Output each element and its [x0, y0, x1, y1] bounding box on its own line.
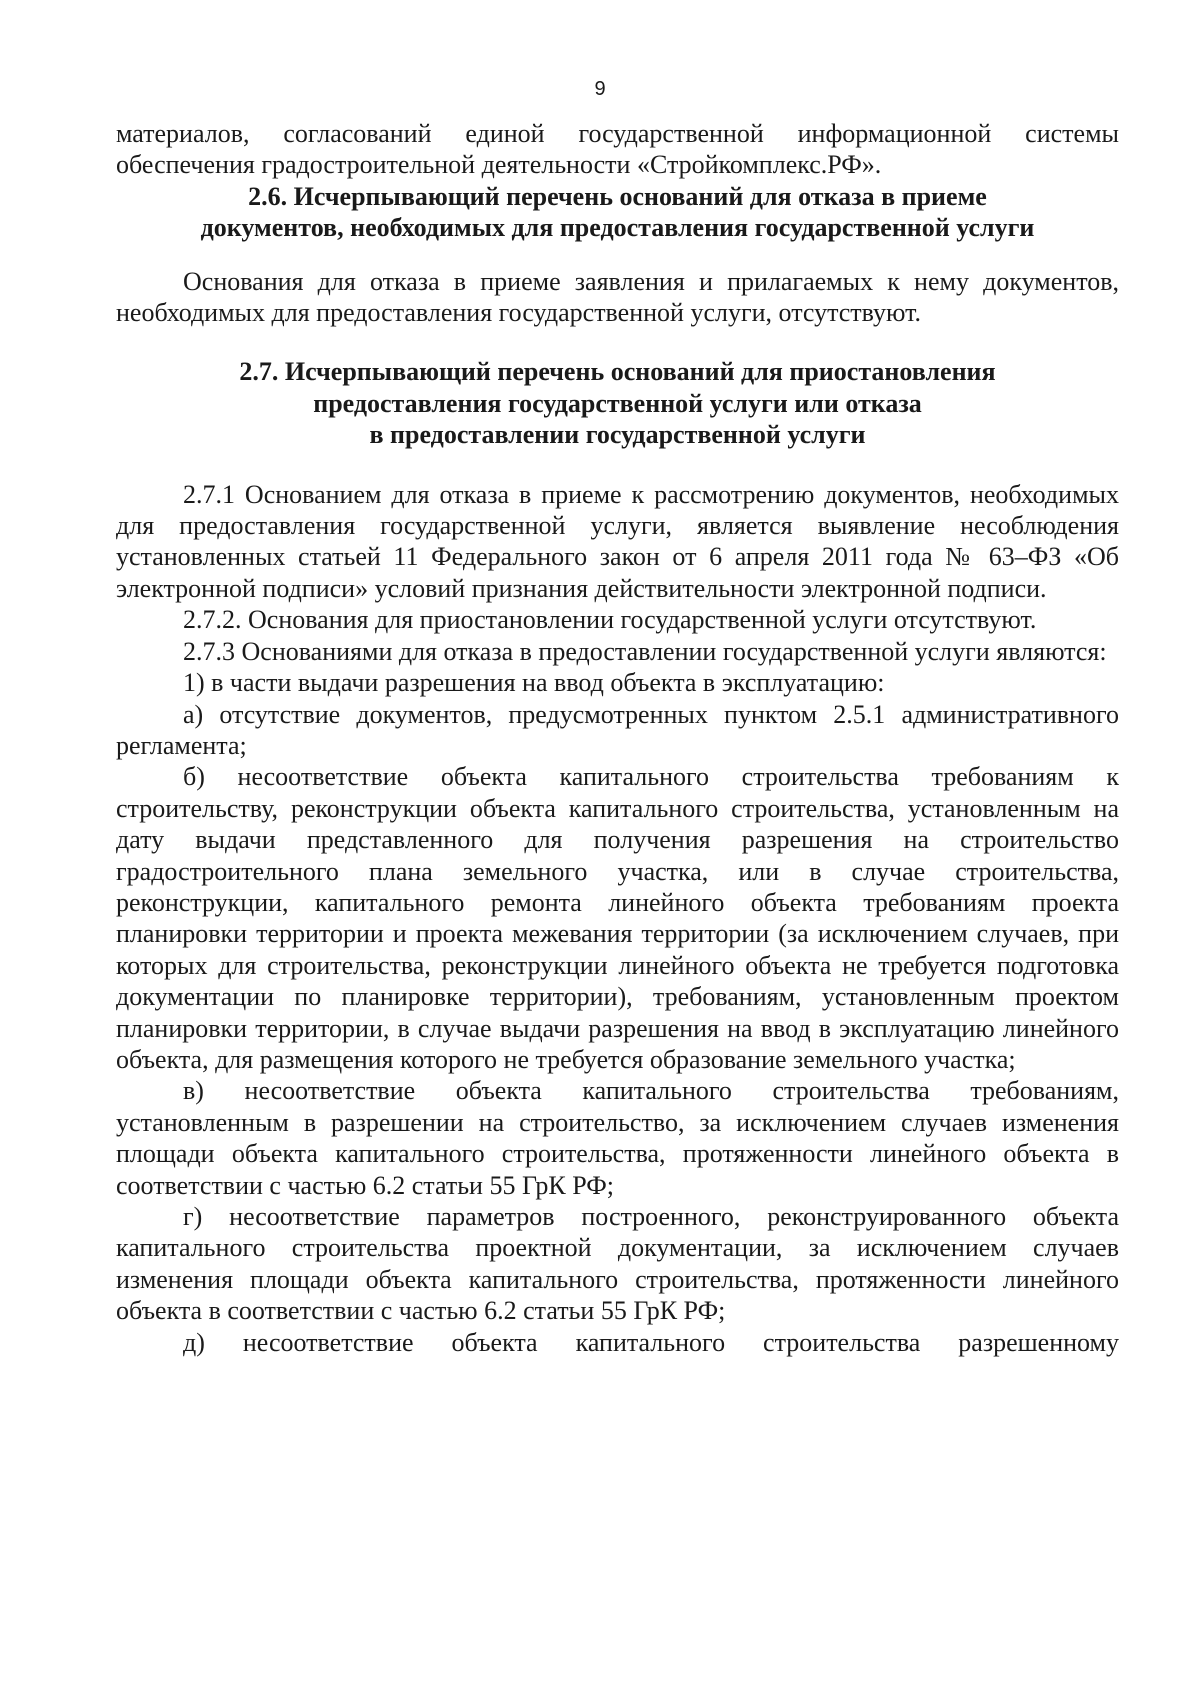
page-number: 9: [594, 78, 606, 100]
intro-paragraph: материалов, согласований единой государственной информационной системы обеспечения градостроительной деятельности «Стройкомплекс.РФ».: [116, 119, 1119, 180]
section-2-7-heading-line2: предоставления государственной услуги или отказа: [313, 388, 922, 418]
section-2-6-heading-line1: 2.6. Исчерпывающий перечень оснований для отказа в приеме: [248, 181, 987, 211]
list-item-d: д) несоответствие объекта капитального строительства разрешенному: [183, 1327, 1119, 1357]
paragraph-2-7-3: 2.7.3 Основаниями для отказа в предоставлении государственной услуги являются:: [183, 636, 1107, 666]
list-item-b: б) несоответствие объекта капитального строительства требованиям к строительству, реконструкции объекта капитального строительства, установленным на дату выдачи представленного для получения разрешения на строительство градостроительного плана земельного участка, или в случае строительства, реконструкции, капитального ремонта линейного объекта требованиям проекта планировки территории и проекта межевания территории (за исключением случаев, при которых для строительства, реконструкции линейного объекта не требуется подготовка документации по планировке территории), требованиям, установленным проектом планировки территории, в случае выдачи разрешения на ввод в эксплуатацию линейного объекта, для размещения которого не требуется образование земельного участка;: [116, 762, 1119, 1074]
section-2-6-heading-line2: документов, необходимых для предоставления государственной услуги: [200, 213, 1035, 243]
document-body: [116, 118, 1119, 1358]
list-item-a: а) отсутствие документов, предусмотренных пунктом 2.5.1 административного регламента;: [116, 699, 1119, 760]
section-2-6-paragraph: Основания для отказа в приеме заявления и прилагаемых к нему документов, необходимых для предоставления государственной услуги, отсутствуют.: [116, 266, 1119, 328]
list-item-v: в) несоответствие объекта капитального строительства требованиям, установленным в разрешении на строительство, за исключением случаев изменения площади объекта капитального строительства, протяженности линейного объекта в соответствии с частью 6.2 статьи 55 ГрК РФ;: [116, 1076, 1119, 1200]
section-2-6-heading: [116, 181, 1119, 244]
section-2-7-heading: [116, 356, 1119, 450]
paragraph-2-7-1: 2.7.1 Основанием для отказа в приеме к рассмотрению документов, необходимых для предоставления государственной услуги, является выявление несоблюдения установленных статьей 11 Федерального закон от 6 апреля 2011 года № 63–ФЗ «Об электронной подписи» условий признания действительности электронной подписи.: [116, 479, 1119, 603]
section-2-7-heading-line1: 2.7. Исчерпывающий перечень оснований для приостановления: [239, 357, 996, 387]
section-2-7-heading-line3: в предоставлении государственной услуги: [369, 420, 866, 450]
list-item-1: 1) в части выдачи разрешения на ввод объекта в эксплуатацию:: [183, 668, 885, 698]
list-item-g: г) несоответствие параметров построенного, реконструированного объекта капитального строительства проектной документации, за исключением случаев изменения площади объекта капитального строительства, протяженности линейного объекта в соответствии с частью 6.2 статьи 55 ГрК РФ;: [116, 1202, 1119, 1326]
paragraph-2-7-2: 2.7.2. Основания для приостановлении государственной услуги отсутствуют.: [183, 605, 1037, 635]
